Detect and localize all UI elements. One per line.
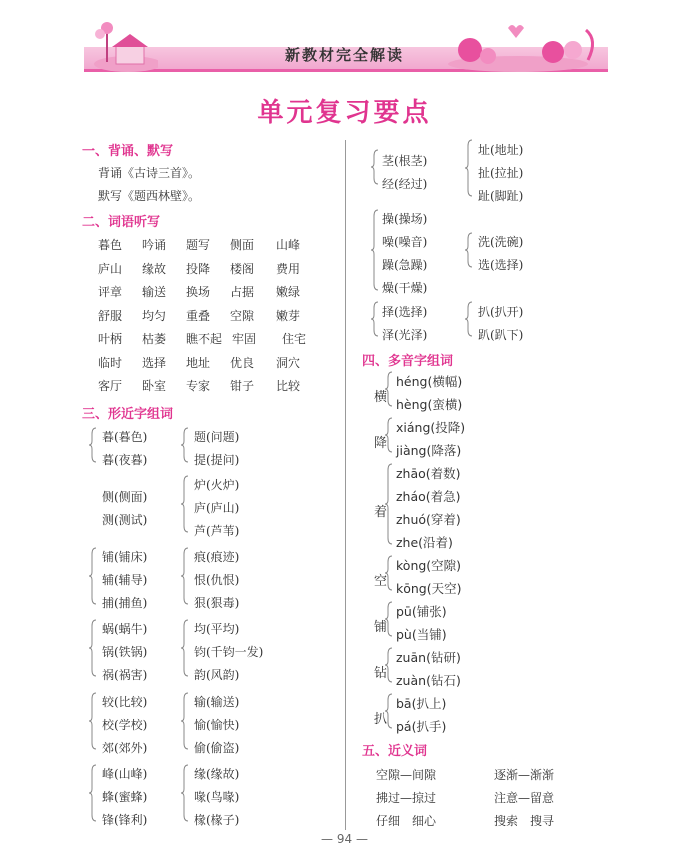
- similar-item: 经(经过): [382, 177, 428, 191]
- polyphone-reading: pū(铺张): [396, 604, 447, 619]
- polyphone-char: 横: [374, 390, 388, 405]
- similar-item: 庐(庐山): [194, 501, 240, 515]
- similar-item: 韵(风韵): [194, 668, 240, 682]
- dictation-word: 费用: [276, 261, 301, 276]
- dictation-word: 钳子: [230, 379, 255, 393]
- dictation-word: 重叠: [186, 308, 211, 323]
- similar-item: 提(提问): [194, 453, 240, 467]
- similar-item: 泽(光泽): [382, 328, 428, 342]
- dictation-word: 吟诵: [142, 238, 167, 252]
- similar-item: 侧(侧面): [102, 490, 148, 504]
- similar-item: 钧(千钧一发): [194, 645, 264, 659]
- dictation-word: 输送: [142, 285, 167, 299]
- polyphone-reading: xiáng(投降): [396, 420, 466, 435]
- dictation-word: 占据: [230, 285, 255, 299]
- similar-item: 址(地址): [478, 143, 524, 157]
- similar-item: 狠(狠毒): [194, 596, 240, 610]
- similar-item: 趾(脚趾): [478, 189, 524, 203]
- synonym-pair: 注意—留意: [494, 791, 555, 805]
- similar-item: 芦(芦苇): [194, 524, 240, 538]
- similar-item: 选(选择): [478, 258, 524, 272]
- dictation-word: 临时: [98, 355, 123, 370]
- dictation-word: 客厅: [98, 379, 123, 393]
- polyphone-reading: zuàn(钻石): [396, 673, 461, 688]
- similar-item: 炉(火炉): [194, 478, 240, 492]
- similar-item: 均(平均): [194, 622, 240, 636]
- similar-item: 噪(噪音): [382, 235, 428, 249]
- similar-item: 暮(暮色): [102, 430, 148, 444]
- polyphone-reading: zhe(沿着): [396, 535, 453, 550]
- polyphone-reading: zuān(钻研): [396, 650, 461, 665]
- similar-item: 校(学校): [102, 718, 148, 732]
- dictation-word: 侧面: [230, 238, 255, 252]
- similar-item: 蜗(蜗牛): [102, 622, 148, 636]
- similar-item: 椽(椽子): [194, 813, 240, 827]
- dictation-word: 专家: [186, 379, 211, 393]
- similar-item: 趴(趴下): [478, 328, 524, 342]
- polyphone-char: 铺: [374, 620, 388, 635]
- dictation-word: 地址: [186, 355, 211, 370]
- section-heading: 四、多音字组词: [362, 354, 454, 369]
- similar-item: 躁(急躁): [382, 258, 428, 272]
- dictation-word: 投降: [186, 261, 211, 276]
- similar-item: 郊(郊外): [102, 741, 148, 755]
- dictation-word: 嫩绿: [276, 285, 301, 299]
- synonym-pair: 逐渐—渐渐: [494, 768, 555, 782]
- section-heading: 二、词语听写: [82, 215, 161, 230]
- polyphone-char: 空: [374, 574, 388, 589]
- section-heading: 五、近义词: [362, 744, 428, 759]
- dictation-word: 牢固: [232, 332, 257, 346]
- polyphone-char: 钻: [374, 666, 388, 681]
- similar-item: 偷(偷盗): [194, 741, 240, 755]
- polyphone-char: 扒: [374, 712, 388, 727]
- dictation-word: 缘故: [142, 261, 167, 276]
- similar-item: 锋(锋利): [102, 813, 148, 827]
- dictation-word: 庐山: [98, 261, 123, 276]
- dictation-word: 选择: [142, 355, 167, 370]
- polyphone-reading: bā(扒上): [396, 696, 447, 711]
- polyphone-reading: pù(当铺): [396, 627, 447, 642]
- dictation-word: 瞧不起: [186, 332, 223, 346]
- polyphone-reading: zhuó(穿着): [396, 512, 461, 527]
- dictation-word: 比较: [276, 379, 301, 393]
- polyphone-reading: kòng(空隙): [396, 558, 462, 573]
- synonym-pair: 仔细 细心: [376, 814, 437, 828]
- similar-item: 燥(干燥): [382, 281, 428, 295]
- similar-item: 锅(铁锅): [102, 645, 148, 659]
- similar-item: 喙(鸟喙): [194, 790, 240, 804]
- similar-item: 铺(铺床): [102, 550, 148, 564]
- polyphone-reading: héng(横幅): [396, 374, 463, 389]
- similar-item: 扯(拉扯): [478, 166, 524, 180]
- similar-item: 题(问题): [194, 430, 240, 444]
- dictation-word: 舒服: [98, 308, 123, 323]
- similar-item: 择(选择): [382, 305, 428, 319]
- dictation-word: 叶柄: [98, 332, 123, 346]
- similar-item: 蜂(蜜蜂): [102, 790, 148, 804]
- similar-item: 测(测试): [102, 513, 148, 527]
- synonym-pair: 搜索 搜寻: [494, 814, 555, 828]
- synonym-pair: 拂过—掠过: [376, 791, 437, 805]
- dictation-word: 均匀: [142, 308, 167, 323]
- polyphone-reading: pá(扒手): [396, 719, 447, 734]
- dictation-word: 枯萎: [142, 332, 167, 346]
- similar-item: 较(比较): [102, 695, 148, 709]
- dictation-word: 换场: [186, 285, 211, 299]
- polyphone-reading: kōng(天空): [396, 581, 462, 596]
- similar-item: 扒(扒开): [478, 305, 524, 319]
- dictation-word: 空隙: [230, 308, 255, 323]
- dictation-word: 题写: [186, 238, 211, 252]
- dictation-word: 卧室: [142, 379, 167, 393]
- similar-item: 辅(辅导): [102, 573, 148, 587]
- similar-item: 操(操场): [382, 212, 428, 226]
- polyphone-char: 着: [374, 505, 388, 520]
- section-heading: 一、背诵、默写: [82, 144, 174, 159]
- dictation-word: 优良: [230, 355, 255, 370]
- dictation-word: 洞穴: [276, 355, 301, 370]
- similar-item: 恨(仇恨): [194, 573, 240, 587]
- dictation-word: 住宅: [282, 332, 307, 346]
- similar-item: 输(输送): [194, 695, 240, 709]
- polyphone-reading: jiàng(降落): [396, 443, 462, 458]
- similar-item: 祸(祸害): [102, 668, 148, 682]
- page-number: — 94 —: [321, 832, 368, 846]
- dictation-word: 楼阁: [230, 261, 255, 276]
- synonym-pair: 空隙—间隙: [376, 768, 437, 782]
- similar-item: 痕(痕迹): [194, 550, 240, 564]
- dictation-word: 暮色: [98, 238, 123, 252]
- similar-item: 捕(捕鱼): [102, 596, 148, 610]
- page-title: 单元复习要点: [257, 98, 432, 128]
- section-heading: 三、形近字组词: [82, 407, 174, 422]
- recite-item: 默写《题西林壁》。: [98, 189, 201, 203]
- dictation-word: 嫩芽: [276, 308, 301, 323]
- polyphone-reading: zháo(着急): [396, 489, 461, 504]
- book-title: 新教材完全解读: [284, 46, 404, 64]
- dictation-word: 山峰: [276, 238, 301, 252]
- polyphone-reading: hèng(蛮横): [396, 397, 463, 412]
- recite-item: 背诵《古诗三首》。: [98, 166, 201, 180]
- similar-item: 峰(山峰): [102, 767, 148, 781]
- polyphone-char: 降: [374, 436, 388, 451]
- similar-item: 洗(洗碗): [478, 235, 524, 249]
- similar-item: 缘(缘故): [194, 767, 240, 781]
- similar-item: 愉(愉快): [194, 718, 240, 732]
- similar-item: 暮(夜暮): [102, 453, 148, 467]
- similar-item: 茎(根茎): [382, 154, 428, 168]
- dictation-word: 评章: [98, 285, 123, 299]
- polyphone-reading: zhāo(着数): [396, 466, 461, 481]
